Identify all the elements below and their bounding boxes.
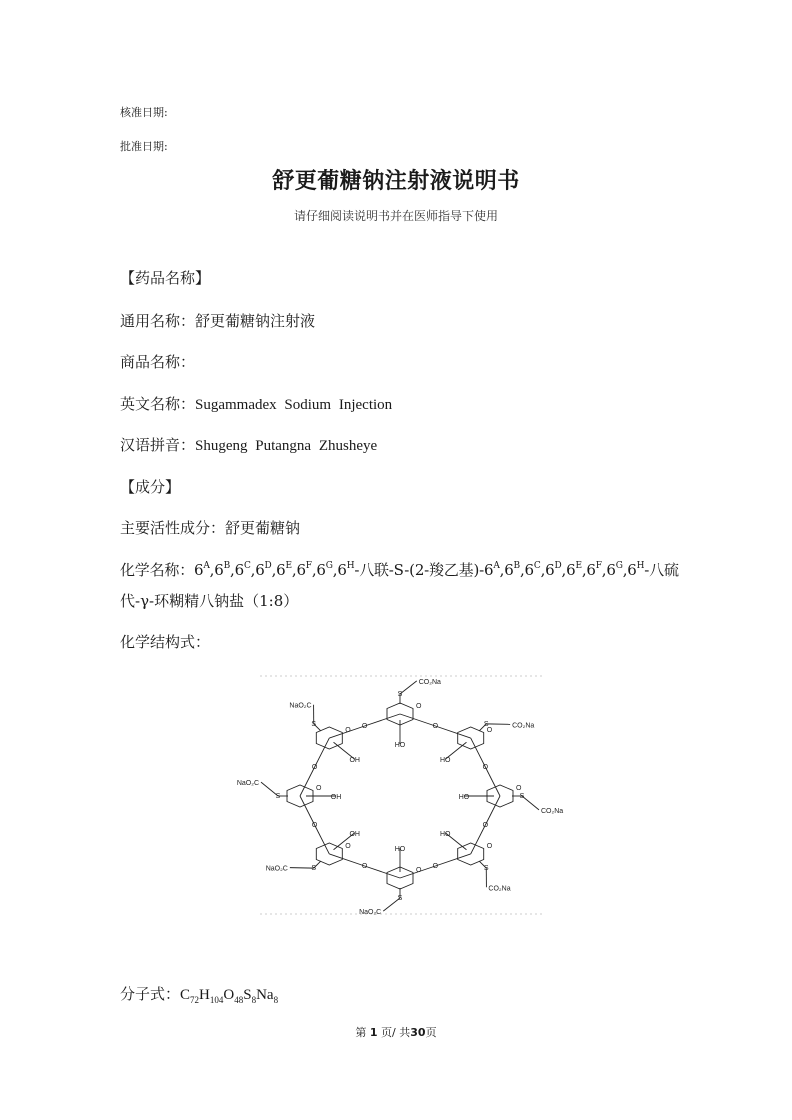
carboxylate-label: CO₂Na [512, 722, 535, 730]
hydroxyl-label: HO [440, 830, 451, 838]
chemical-name-position-letter: G [325, 561, 333, 571]
ring-oxygen-label: O [516, 785, 522, 792]
english-name-label: 英文名称： [120, 395, 196, 413]
chemical-name-position-digit: 6 [255, 561, 265, 579]
chemical-name-position-letter: D [264, 561, 272, 571]
formula-element: S [243, 987, 252, 1003]
glycosidic-oxygen-label: O [432, 723, 439, 731]
ring-oxygen-label: O [416, 703, 422, 710]
document-title: 舒更葡糖钠注射液说明书 [272, 169, 520, 194]
glycosidic-bond [471, 738, 486, 767]
glycosidic-bond [485, 796, 500, 825]
chemical-name-separator: , [561, 561, 567, 579]
formula-element: H [199, 987, 210, 1003]
molecular-formula [120, 984, 278, 1005]
formula-count: 72 [190, 995, 200, 1005]
chemical-name-position-letter: C [243, 561, 251, 571]
chemical-name-separator: , [271, 561, 277, 579]
sulfur-label: S [397, 691, 403, 698]
chemical-name-separator: , [291, 561, 297, 579]
chemical-name-position-letter: G [615, 561, 623, 571]
composition-heading: 【成分】 [120, 478, 181, 496]
chemical-name-separator: , [332, 561, 338, 579]
chemical-name-separator: , [311, 561, 317, 579]
side-chain-bond [486, 724, 510, 725]
chemical-name-separator: , [499, 561, 505, 579]
revision-date-label: 批准日期: [120, 140, 168, 153]
formula-element: Na [256, 987, 274, 1003]
sulfur-label: S [519, 793, 525, 800]
ring-oxygen-label: O [345, 727, 351, 735]
carboxylate-label: CO₂Na [418, 678, 441, 686]
sulfur-label: S [311, 865, 317, 873]
chemical-name-label: 化学名称： [120, 561, 195, 579]
chemical-name-position-digit: 6 [214, 561, 224, 579]
document-subtitle: 请仔细阅读说明书并在医师指导下使用 [293, 209, 498, 223]
generic-name: 通用名称：舒更葡糖钠注射液 [120, 312, 316, 330]
chemical-name-position-letter: C [533, 561, 541, 571]
chemical-name-positions-first [194, 561, 354, 579]
sulfur-label: S [397, 895, 403, 902]
chemical-name-separator: , [622, 561, 628, 579]
glycosidic-bond [300, 767, 315, 796]
ring-oxygen-label: O [345, 842, 351, 850]
chemical-name-position-digit: 6 [234, 561, 244, 579]
glycosidic-oxygen-label: O [432, 862, 439, 870]
chemical-name-position-digit: 6 [316, 561, 326, 579]
trade-name: 商品名称： [120, 353, 196, 371]
structure-label: 化学结构式： [120, 633, 211, 651]
carboxylate-label: NaO₂C [236, 780, 260, 788]
pinyin-value: Shugeng Putangna Zhusheye [195, 438, 378, 454]
chemical-name-position-digit: 6 [606, 561, 616, 579]
formula-value [180, 987, 278, 1003]
pinyin-label: 汉语拼音： [120, 436, 196, 454]
chemical-name-position-letter: E [285, 561, 292, 571]
glycosidic-bond [315, 825, 330, 854]
ring-oxygen-label: O [316, 785, 322, 792]
ring-oxygen-label: O [416, 867, 422, 874]
chemical-name-end: -八硫 [644, 561, 679, 579]
approval-date-label: 核准日期: [120, 106, 168, 119]
chemical-name-position-letter: F [305, 561, 312, 571]
footer-suffix: 页 [425, 1026, 437, 1039]
chemical-name-position-letter: F [595, 561, 602, 571]
glycosidic-bond [315, 738, 330, 767]
chemical-name-position-letter: E [575, 561, 582, 571]
chemical-name-separator: , [519, 561, 525, 579]
glycosidic-bond [435, 854, 470, 866]
sulfur-label: S [483, 865, 489, 873]
chemical-name-position-digit: 6 [504, 561, 514, 579]
glycosidic-bond [365, 866, 400, 878]
carboxylate-label: CO₂Na [488, 885, 511, 893]
hydroxyl-label: HO [394, 846, 406, 853]
chemical-name-position-letter: D [554, 561, 562, 571]
chemical-name-separator: , [581, 561, 587, 579]
glycosidic-oxygen-label: O [361, 723, 368, 731]
chemical-name-line2: 代-γ-环糊精八钠盐（1:8） [120, 592, 299, 610]
chemical-name-position-letter: A [493, 561, 500, 571]
glycosidic-oxygen-label: O [311, 821, 318, 829]
formula-count: 104 [209, 995, 224, 1005]
chemical-name-position-digit: 6 [566, 561, 576, 579]
chemical-name-separator: , [230, 561, 235, 579]
chemical-name-position-letter: A [203, 561, 210, 571]
formula-element: O [223, 987, 235, 1003]
formula-label: 分子式： [120, 985, 181, 1003]
glycosidic-bond [365, 714, 400, 726]
chemical-name-position-digit: 6 [586, 561, 596, 579]
chemical-name-position-digit: 6 [627, 561, 637, 579]
chemical-name-position-letter: B [513, 561, 520, 571]
footer-mid: 页/ 共 [381, 1026, 411, 1039]
chemical-name-position-digit: 6 [296, 561, 306, 579]
hydroxyl-label: HO [440, 757, 451, 765]
english-name [120, 394, 392, 415]
glycosidic-bond [300, 796, 315, 825]
chemical-name-position-letter: B [223, 561, 231, 571]
glycosidic-oxygen-label: O [311, 764, 318, 772]
chemical-name-position-digit: 6 [337, 561, 347, 579]
chemical-name-position-digit: 6 [194, 561, 204, 579]
carboxylate-label: NaO₂C [359, 909, 382, 917]
footer-page-total: 30 [410, 1026, 426, 1039]
english-name-value: Sugammadex Sodium Injection [195, 397, 393, 413]
chemical-structure-diagram [236, 668, 564, 920]
side-chain-bond [400, 681, 417, 694]
chemical-name-position-digit: 6 [483, 561, 494, 579]
formula-count: 8 [251, 995, 257, 1005]
carboxylate-label: NaO₂C [289, 702, 312, 710]
side-chain-bond [522, 796, 539, 810]
sulfur-label: S [311, 720, 317, 728]
glycosidic-bond [400, 714, 435, 726]
glycosidic-oxygen-label: O [482, 821, 489, 829]
chemical-name-position-digit: 6 [545, 561, 555, 579]
chemical-name-separator: , [209, 561, 215, 579]
formula-element: C [180, 987, 191, 1003]
chemical-name-position-letter: H [346, 561, 355, 571]
glycosidic-oxygen-label: O [482, 764, 489, 772]
page-footer [0, 1024, 792, 1040]
chemical-name-middle: -八联-S-(2-羧乙基)- [354, 561, 484, 579]
chemical-name-positions-second [484, 561, 644, 579]
active-ingredient: 主要活性成分：舒更葡糖钠 [120, 519, 301, 537]
pinyin-name [120, 435, 377, 456]
hydroxyl-label: HO [394, 742, 406, 749]
hydroxyl-label: OH [349, 830, 360, 838]
ring-oxygen-label: O [486, 727, 493, 735]
sulfur-label: S [275, 793, 281, 800]
chemical-name-line1 [120, 560, 679, 580]
formula-count: 8 [273, 995, 279, 1005]
footer-prefix: 第 [355, 1026, 367, 1039]
chemical-name-position-digit: 6 [524, 561, 534, 579]
chemical-name-position-digit: 6 [276, 561, 286, 579]
chemical-name-separator: , [250, 561, 256, 579]
drug-name-heading: 【药品名称】 [120, 269, 211, 287]
side-chain-bond [290, 868, 314, 869]
hydroxyl-label: HO [458, 794, 470, 801]
ring-oxygen-label: O [486, 842, 493, 850]
glycosidic-bond [435, 726, 470, 738]
chemical-name-position-letter: H [636, 561, 645, 571]
glycosidic-bond [485, 767, 500, 796]
carboxylate-label: NaO₂C [265, 865, 288, 873]
glycosidic-bond [329, 854, 364, 866]
footer-page-number: 1 [369, 1026, 378, 1039]
chemical-name-separator: , [601, 561, 607, 579]
sulfur-label: S [483, 720, 489, 728]
carboxylate-label: CO₂Na [540, 807, 564, 815]
hydroxyl-label: OH [349, 757, 360, 765]
hydroxyl-label: OH [330, 794, 342, 801]
glycosidic-bond [471, 825, 486, 854]
glycosidic-oxygen-label: O [361, 862, 368, 870]
formula-count: 48 [234, 995, 244, 1005]
chemical-name-separator: , [540, 561, 546, 579]
